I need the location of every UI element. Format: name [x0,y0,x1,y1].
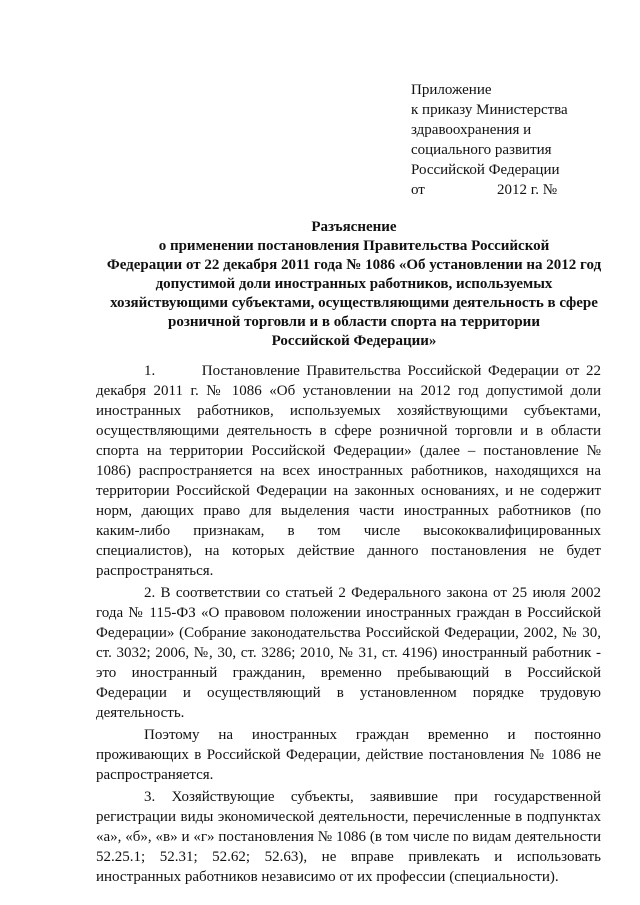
appendix-line: к приказу Министерства [411,102,568,118]
title-line: допустимой доли иностранных работников, используемых [155,276,553,292]
title-line: хозяйствующими субъектами, осуществляющими деятельность в сфере [110,295,598,311]
appendix-date-year: 2012 г. № [497,182,558,198]
paragraph-4: 3. Хозяйствующие субъекты, заявившие при государственной регистрации виды экономической деятельности, перечисленные в подпунктах «а», «б», «в» и «г» постановления № 1086 (в том числе по видам деятельности 52.25.1; 52.31; 52.62; 52.63), не вправе привлекать и использовать иностранных работников независимо от их профессии (специальности). [96,789,601,885]
appendix-date-from: от [411,182,425,198]
title-line: розничной торговли и в области спорта на территории [168,314,540,330]
paragraph-2: 2. В соответствии со статьей 2 Федерального закона от 25 июля 2002 года № 115-ФЗ «О правовом положении иностранных граждан в Российской Федерации» (Собрание законодательства Российской Федерации, 2002, № 30, ст. 3032; 2006, №, 30, ст. 3286; 2010, № 31, ст. 4196) иностранный работник - это иностранный гражданин, временно пребывающий в Российской Федерации и осуществляющий в установленном порядке трудовую деятельность. [96,585,601,721]
title-line: о применении постановления Правительства Российской [158,238,550,254]
appendix-block [411,80,568,200]
title-line: Федерации от 22 декабря 2011 года № 1086 «Об установлении на 2012 год [106,257,602,273]
title-line: Российской Федерации» [271,333,437,349]
paragraph-1: 1. Постановление Правительства Российской Федерации от 22 декабря 2011 г. № 1086 «Об установлении на 2012 год допустимой доли иностранных работников, используемых хозяйствующими субъектами, осуществляющими деятельность в сфере розничной торговли и в области спорта на территории Российской Федерации» (далее – постановление № 1086) распространяется на всех иностранных работников, находящихся на территории Российской Федерации на законных основаниях, и не содержит норм, дающих право для выделения части иностранных работников (по каким-либо признакам, в том числе высококвалифицированных специалистов), на которых действие данного постановления не будет распространяться. [96,363,601,579]
appendix-line: социального развития [411,142,552,158]
title-heading: Разъяснение [311,219,397,235]
appendix-line: Российской Федерации [411,162,560,178]
document-title [96,218,612,351]
document-body [96,361,601,887]
appendix-date-line [411,180,568,200]
appendix-line: Приложение [411,82,492,98]
paragraph-3: Поэтому на иностранных граждан временно и постоянно проживающих в Российской Федерации, действие постановления № 1086 не распространяется. [96,727,601,783]
appendix-line: здравоохранения и [411,122,532,138]
